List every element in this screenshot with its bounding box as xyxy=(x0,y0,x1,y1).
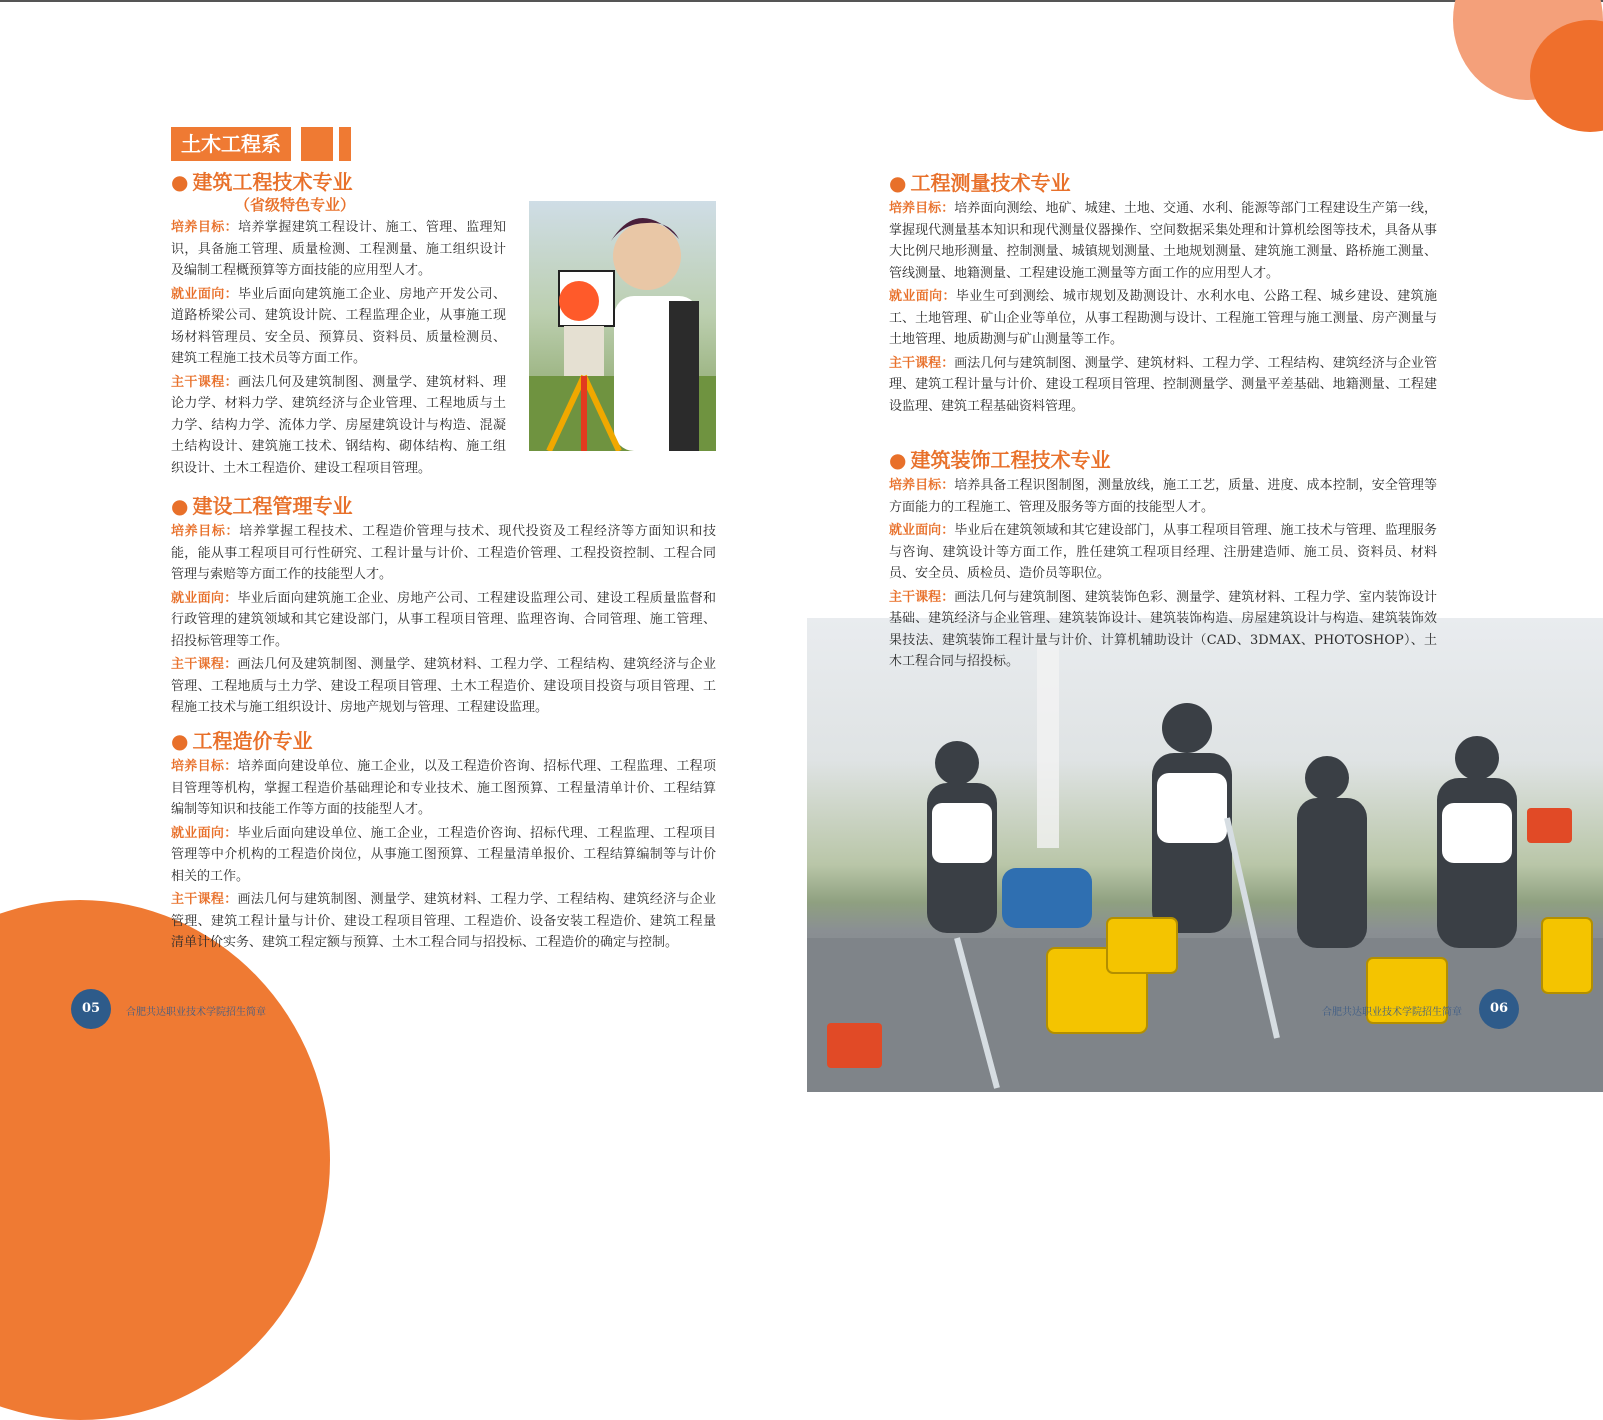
course-label: 主干课程： xyxy=(171,374,239,390)
job-label: 就业面向： xyxy=(889,523,955,538)
section-title xyxy=(171,493,716,519)
bullet-icon: ● xyxy=(171,729,189,753)
course-paragraph xyxy=(889,353,1437,418)
bullet-icon: ● xyxy=(171,170,189,194)
bullet-icon: ● xyxy=(889,171,907,195)
section-title-text: 建设工程管理专业 xyxy=(192,494,353,518)
section-subtitle: （省级特色专业） xyxy=(235,196,356,214)
goal-text: 培养掌握建筑工程设计、施工、管理、监理知识，具备施工管理、质量检测、工程测量、施工组织设计及编制工程概预算等方面技能的应用型人才。 xyxy=(171,220,506,278)
course-text: 画法几何与建筑制图、测量学、建筑材料、工程力学、工程结构、建筑经济与企业管理、建筑工程计量与计价、建设工程项目管理、控制测量学、测量平差基础、地籍测量、工程建设监理、建筑工程基础资料管理。 xyxy=(889,355,1437,414)
goal-paragraph xyxy=(171,521,716,586)
section-construction-management xyxy=(171,493,716,719)
course-label: 主干课程： xyxy=(171,657,238,672)
goal-paragraph xyxy=(889,198,1437,284)
page-number-right: 06 xyxy=(1479,989,1519,1029)
section-title-text: 建筑装饰工程技术专业 xyxy=(910,448,1111,472)
student-instrument-illustration xyxy=(529,201,716,451)
section-title xyxy=(889,170,1437,196)
goal-text: 培养面向建设单位、施工企业，以及工程造价咨询、招标代理、工程监理、工程项目管理等机构，掌握工程造价基础理论和专业技术、施工图预算、工程量清单计价、工程结算编制等知识和技能工作等方面的技能型人才。 xyxy=(171,759,716,817)
goal-text: 培养掌握工程技术、工程造价管理与技术、现代投资及工程经济等方面知识和技能，能从事工程项目可行性研究、工程计量与计价、工程造价管理、工程投资控制、工程合同管理与索赔等方面工作的技能型人才。 xyxy=(171,524,716,582)
section-title xyxy=(889,447,1437,473)
department-title: 土木工程系 xyxy=(171,127,291,161)
goal-label: 培养目标： xyxy=(171,524,240,539)
decor-circle-bottom-left xyxy=(0,900,330,1420)
department-deco-block xyxy=(301,127,333,161)
course-text: 画法几何与建筑制图、测量学、建筑材料、工程力学、工程结构、建筑经济与企业管理、建筑工程计量与计价、建设工程项目管理、工程造价、设备安装工程造价、建筑工程量清单计价实务、建筑工程定额与预算、土木工程合同与招投标、工程造价的确定与控制。 xyxy=(171,892,716,950)
job-text: 毕业后面向建筑施工企业、房地产公司、工程建设监理公司、建设工程质量监督和行政管理的建筑领域和其它建设部门，从事工程项目管理、监理咨询、合同管理、施工管理、招投标管理等工作。 xyxy=(171,590,716,649)
top-rule xyxy=(0,0,1603,2)
course-text: 画法几何及建筑制图、测量学、建筑材料、理论力学、材料力学、建筑经济与企业管理、工程地质与土力学、结构力学、流体力学、房屋建筑设计与构造、混凝土结构设计、建筑施工技术、钢结构、砌体结构、施工组织设计、土木工程造价、建设工程项目管理。 xyxy=(171,374,506,476)
job-label: 就业面向： xyxy=(889,289,956,304)
job-label: 就业面向： xyxy=(171,286,239,302)
section-title xyxy=(171,728,716,754)
course-label: 主干课程： xyxy=(171,892,238,907)
course-text: 画法几何与建筑制图、建筑装饰色彩、测量学、建筑材料、工程力学、室内装饰设计基础、建筑经济与企业管理、建筑装饰设计、建筑装饰构造、房屋建筑设计与构造、建筑装饰效果技法、建筑装饰工程计量与计价、计算机辅助设计（CAD、3DMAX、PHOTOSHOP）、土木工程合同与招投标。 xyxy=(889,589,1437,669)
page-number-left: 05 xyxy=(71,989,111,1029)
section-title-text: 工程造价专业 xyxy=(192,729,313,753)
goal-paragraph xyxy=(171,217,506,282)
job-paragraph xyxy=(171,823,716,888)
section-title-text: 建筑工程技术专业 xyxy=(192,170,353,194)
job-text: 毕业后在建筑领域和其它建设部门，从事工程项目管理、施工技术与管理、监理服务与咨询、建筑设计等方面工作，胜任建筑工程项目经理、注册建造师、施工员、资料员、材料员、安全员、质检员、造价员等职位。 xyxy=(889,523,1437,581)
goal-label: 培养目标： xyxy=(889,201,955,216)
department-heading xyxy=(171,127,351,161)
section-engineering-survey xyxy=(889,170,1437,417)
job-paragraph xyxy=(889,520,1437,585)
goal-text: 培养具备工程识图制图，测量放线，施工工艺，质量、进度、成本控制，安全管理等方面能力的工程施工、管理及服务等方面的技能型人才。 xyxy=(889,478,1437,515)
job-label: 就业面向： xyxy=(171,825,238,841)
goal-paragraph xyxy=(171,756,716,821)
section-title xyxy=(171,169,506,195)
job-paragraph xyxy=(171,284,506,370)
goal-text: 培养面向测绘、地矿、城建、土地、交通、水利、能源等部门工程建设生产第一线，掌握现代测量基本知识和现代测量仪器操作、空间数据采集处理和计算机绘图等技术，具备从事大比例尺地形测量、控制测量、城镇规划测量、土地规划测量、建筑施工测量、路桥施工测量、管线测量、地籍测量、工程建设施工测量等方面工作的应用型人才。 xyxy=(889,201,1437,281)
job-text: 毕业后面向建筑施工企业、房地产开发公司、道路桥梁公司、建筑设计院、工程监理企业，从事施工现场材料管理员、安全员、预算员、资料员、质量检测员、建筑工程施工技术员等方面工作。 xyxy=(171,286,506,366)
goal-label: 培养目标： xyxy=(889,478,955,493)
course-paragraph xyxy=(171,654,716,719)
course-paragraph xyxy=(171,372,506,480)
job-label: 就业面向： xyxy=(171,590,238,606)
course-paragraph xyxy=(889,587,1437,673)
section-title-text: 工程测量技术专业 xyxy=(910,171,1071,195)
goal-paragraph xyxy=(889,475,1437,518)
goal-label: 培养目标： xyxy=(171,759,238,774)
student-instrument-photo xyxy=(529,201,716,451)
bullet-icon: ● xyxy=(171,494,189,518)
course-paragraph xyxy=(171,889,716,954)
course-label: 主干课程： xyxy=(889,355,955,371)
course-text: 画法几何及建筑制图、测量学、建筑材料、工程力学、工程结构、建筑经济与企业管理、工程地质与土力学、建设工程项目管理、土木工程造价、建设项目投资与项目管理、工程施工技术与施工组织设计、房地产规划与管理、工程建设监理。 xyxy=(171,657,716,715)
job-text: 毕业生可到测绘、城市规划及勘测设计、水利水电、公路工程、城乡建设、建筑施工、土地管理、矿山企业等单位，从事工程勘测与设计、工程施工管理与施工测量、房产测量与土地管理、地质勘测与矿山测量等工作。 xyxy=(889,289,1437,347)
section-engineering-cost xyxy=(171,728,716,954)
department-deco-bar xyxy=(339,127,351,161)
section-decoration-engineering xyxy=(889,447,1437,673)
goal-label: 培养目标： xyxy=(171,220,239,235)
section-civil-engineering xyxy=(171,169,506,479)
job-paragraph xyxy=(171,588,716,653)
footer-text-left: 合肥共达职业技术学院招生简章 xyxy=(126,1007,266,1018)
job-paragraph xyxy=(889,286,1437,351)
course-label: 主干课程： xyxy=(889,589,955,605)
footer-text-right: 合肥共达职业技术学院招生简章 xyxy=(1322,1007,1462,1018)
bullet-icon: ● xyxy=(889,448,907,472)
job-text: 毕业后面向建设单位、施工企业，工程造价咨询、招标代理、工程监理、工程项目管理等中介机构的工程造价岗位，从事施工图预算、工程量清单报价、工程结算编制等与计价相关的工作。 xyxy=(171,825,716,884)
